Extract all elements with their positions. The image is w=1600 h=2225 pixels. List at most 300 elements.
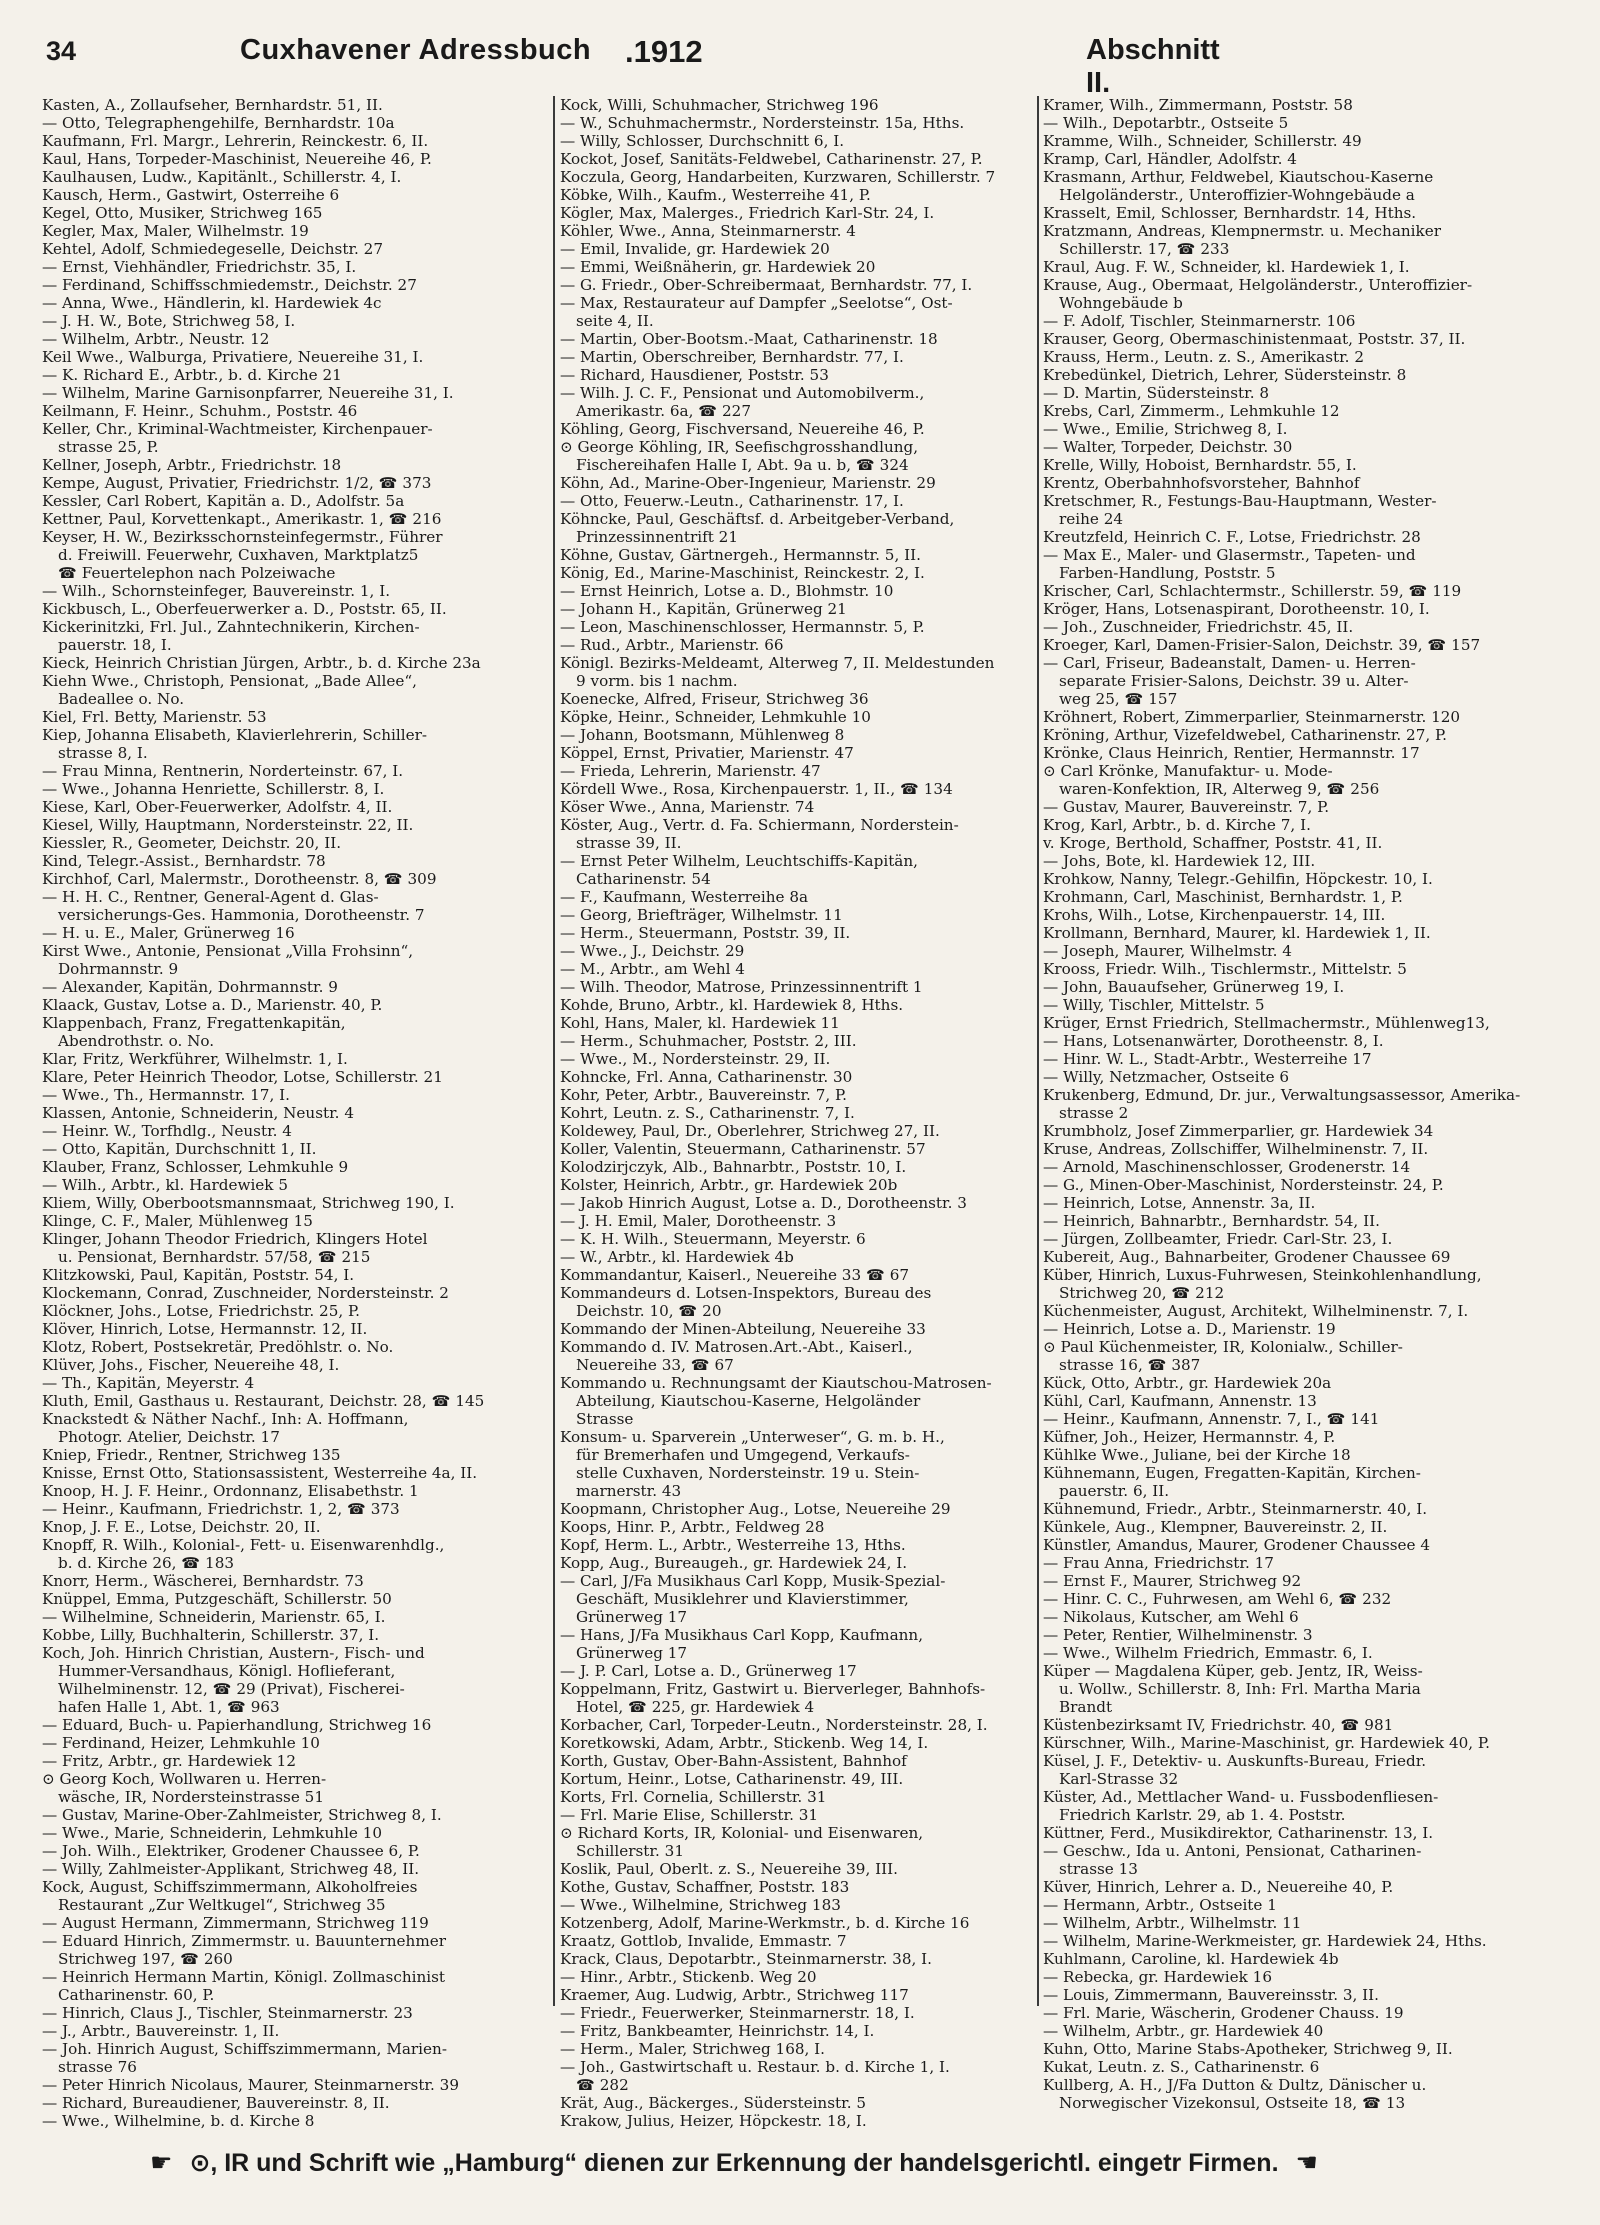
directory-entry: Klassen, Antonie, Schneiderin, Neustr. 4 (42, 1104, 354, 1122)
directory-entry: Kürschner, Wilh., Marine-Maschinist, gr. Hardewiek 40, P. (1043, 1734, 1490, 1752)
directory-entry: — Wwe., Wilhelmine, b. d. Kirche 8 (42, 2112, 315, 2130)
directory-entry: Restaurant „Zur Weltkugel“, Strichweg 35 (58, 1896, 386, 1914)
directory-entry: pauerstr. 18, I. (58, 636, 172, 654)
directory-entry: Keil Wwe., Walburga, Privatiere, Neuereihe 31, I. (42, 348, 424, 366)
directory-entry: separate Frisier-Salons, Deichstr. 39 u. Alter- (1059, 672, 1409, 690)
directory-entry: — Eduard, Buch- u. Papierhandlung, Strichweg 16 (42, 1716, 432, 1734)
directory-entry: Kliem, Willy, Oberbootsmannsmaat, Strichweg 190, I. (42, 1194, 455, 1212)
directory-entry: — Hinrich, Claus J., Tischler, Steinmarnerstr. 23 (42, 2004, 413, 2022)
directory-entry: Norwegischer Vizekonsul, Ostseite 18, ☎ 13 (1059, 2094, 1406, 2112)
directory-entry: — Johann H., Kapitän, Grünerweg 21 (560, 600, 847, 618)
directory-entry: Kröning, Arthur, Vizefeldwebel, Catharinenstr. 27, P. (1043, 726, 1448, 744)
directory-entry: — Hinr. W. L., Stadt-Arbtr., Westerreihe 17 (1043, 1050, 1372, 1068)
directory-entry: Knopff, R. Wilh., Kolonial-, Fett- u. Eisenwarenhdlg., (42, 1536, 445, 1554)
directory-entry: v. Kroge, Berthold, Schaffner, Poststr. 41, II. (1043, 834, 1383, 852)
directory-entry: Krebedünkel, Dietrich, Lehrer, Südersteinstr. 8 (1043, 366, 1407, 384)
directory-entry: — Friedr., Feuerwerker, Steinmarnerstr. 18, I. (560, 2004, 915, 2022)
directory-entry: Köhler, Wwe., Anna, Steinmarnerstr. 4 (560, 222, 856, 240)
directory-entry: Küfner, Joh., Heizer, Hermannstr. 4, P. (1043, 1428, 1336, 1446)
directory-entry: Küstenbezirksamt IV, Friedrichstr. 40, ☎ 981 (1043, 1716, 1394, 1734)
directory-entry: Klöver, Hinrich, Lotse, Hermannstr. 12, II. (42, 1320, 368, 1338)
directory-entry: — Wilh., Depotarbtr., Ostseite 5 (1043, 114, 1289, 132)
directory-entry: Prinzessinnentrift 21 (576, 528, 738, 546)
section-label: Abschnitt II. (1086, 34, 1220, 99)
directory-entry: Kettner, Paul, Korvettenkapt., Amerikastr. 1, ☎ 216 (42, 510, 442, 528)
directory-entry: Krönke, Claus Heinrich, Rentier, Hermannstr. 17 (1043, 744, 1420, 762)
directory-entry: Kördell Wwe., Rosa, Kirchenpauerstr. 1, II., ☎ 134 (560, 780, 953, 798)
directory-entry: — Heinrich, Bahnarbtr., Bernhardstr. 54, II. (1043, 1212, 1380, 1230)
directory-entry: — Rebecka, gr. Hardewiek 16 (1043, 1968, 1273, 1986)
directory-entry: — Leon, Maschinenschlosser, Hermannstr. 5, P. (560, 618, 925, 636)
directory-entry: Künkele, Aug., Klempner, Bauvereinstr. 2, II. (1043, 1518, 1388, 1536)
directory-entry: — Jakob Hinrich August, Lotse a. D., Dorotheenstr. 3 (560, 1194, 967, 1212)
directory-entry: — Walter, Torpeder, Deichstr. 30 (1043, 438, 1293, 456)
directory-entry: Kiesel, Willy, Hauptmann, Nordersteinstr. 22, II. (42, 816, 414, 834)
book-title: Cuxhavener Adressbuch (240, 34, 592, 66)
directory-column-1 (42, 96, 552, 2130)
column-divider (553, 96, 555, 2006)
directory-entry: Kiessler, R., Geometer, Deichstr. 20, II. (42, 834, 342, 852)
directory-entry: hafen Halle 1, Abt. 1, ☎ 963 (58, 1698, 280, 1716)
directory-entry: — Hans, Lotsenanwärter, Dorotheenstr. 8, I. (1043, 1032, 1384, 1050)
directory-entry: reihe 24 (1059, 510, 1124, 528)
directory-entry: Helgoländerstr., Unteroffizier-Wohngebäude a (1059, 186, 1415, 204)
directory-entry: Kotzenberg, Adolf, Marine-Werkmstr., b. d. Kirche 16 (560, 1914, 970, 1932)
directory-entry: — G. Friedr., Ober-Schreibermaat, Bernhardstr. 77, I. (560, 276, 973, 294)
directory-entry: Kruse, Andreas, Zollschiffer, Wilhelminenstr. 7, II. (1043, 1140, 1429, 1158)
directory-entry: Kolster, Heinrich, Arbtr., gr. Hardewiek 20b (560, 1176, 898, 1194)
directory-entry: Kraul, Aug. F. W., Schneider, kl. Hardewiek 1, I. (1043, 258, 1410, 276)
directory-entry: Klauber, Franz, Schlosser, Lehmkuhle 9 (42, 1158, 349, 1176)
directory-entry: Krumbholz, Josef Zimmerparlier, gr. Hardewiek 34 (1043, 1122, 1434, 1140)
directory-entry: Kommandantur, Kaiserl., Neuereihe 33 ☎ 67 (560, 1266, 910, 1284)
directory-entry: — J. H. W., Bote, Strichweg 58, I. (42, 312, 296, 330)
directory-entry: Knüppel, Emma, Putzgeschäft, Schillerstr. 50 (42, 1590, 392, 1608)
directory-entry: Köhncke, Paul, Geschäftsf. d. Arbeitgeber-Verband, (560, 510, 955, 528)
directory-entry: Kohde, Bruno, Arbtr., kl. Hardewiek 8, Hths. (560, 996, 904, 1014)
directory-entry: — Hinr., Arbtr., Stickenb. Weg 20 (560, 1968, 817, 1986)
directory-entry: Kraatz, Gottlob, Invalide, Emmastr. 7 (560, 1932, 847, 1950)
directory-entry: Kuhlmann, Caroline, kl. Hardewiek 4b (1043, 1950, 1339, 1968)
directory-entry: strasse 16, ☎ 387 (1059, 1356, 1201, 1374)
directory-entry: Karl-Strasse 32 (1059, 1770, 1179, 1788)
directory-entry: — Wilhelm, Marine Garnisonpfarrer, Neuereihe 31, I. (42, 384, 454, 402)
directory-entry: — W., Schuhmachermstr., Nordersteinstr. 15a, Hths. (560, 114, 965, 132)
directory-entry: Krauss, Herm., Leutn. z. S., Amerikastr. 2 (1043, 348, 1364, 366)
directory-entry: — Carl, Friseur, Badeanstalt, Damen- u. Herren- (1043, 654, 1416, 672)
directory-entry: Farben-Handlung, Poststr. 5 (1059, 564, 1276, 582)
directory-entry: — Wwe., J., Deichstr. 29 (560, 942, 745, 960)
directory-entry: Koczula, Georg, Handarbeiten, Kurzwaren, Schillerstr. 7 (560, 168, 996, 186)
directory-entry: — J. H. Emil, Maler, Dorotheenstr. 3 (560, 1212, 837, 1230)
directory-entry: Krasmann, Arthur, Feldwebel, Kiautschou-Kaserne (1043, 168, 1434, 186)
directory-entry: — G., Minen-Ober-Maschinist, Nordersteinstr. 24, P. (1043, 1176, 1444, 1194)
directory-entry: Kasten, A., Zollaufseher, Bernhardstr. 51, II. (42, 96, 383, 114)
directory-entry: Kratzmann, Andreas, Klempnermstr. u. Mechaniker (1043, 222, 1441, 240)
directory-column-3 (1043, 96, 1583, 2112)
directory-entry: Krauser, Georg, Obermaschinistenmaat, Poststr. 37, II. (1043, 330, 1466, 348)
directory-entry: — John, Bauaufseher, Grünerweg 19, I. (1043, 978, 1345, 996)
directory-entry: Koldewey, Paul, Dr., Oberlehrer, Strichweg 27, II. (560, 1122, 940, 1140)
directory-entry: Krebs, Carl, Zimmerm., Lehmkuhle 12 (1043, 402, 1340, 420)
directory-entry: Kück, Otto, Arbtr., gr. Hardewiek 20a (1043, 1374, 1332, 1392)
directory-entry: Kuhn, Otto, Marine Stabs-Apotheker, Strichweg 9, II. (1043, 2040, 1453, 2058)
directory-entry: Krohkow, Nanny, Telegr.-Gehilfin, Höpckestr. 10, I. (1043, 870, 1433, 888)
directory-entry: ⊙ Carl Krönke, Manufaktur- u. Mode- (1043, 762, 1333, 780)
directory-entry: — Anna, Wwe., Händlerin, kl. Hardewiek 4c (42, 294, 382, 312)
directory-entry: Hotel, ☎ 225, gr. Hardewiek 4 (576, 1698, 815, 1716)
directory-entry: — Wilh., Schornsteinfeger, Bauvereinstr. 1, I. (42, 582, 391, 600)
directory-entry: Strichweg 197, ☎ 260 (58, 1950, 233, 1968)
directory-entry: Kohl, Hans, Maler, kl. Hardewiek 11 (560, 1014, 840, 1032)
directory-entry: Köppel, Ernst, Privatier, Marienstr. 47 (560, 744, 854, 762)
directory-entry: — Otto, Telegraphengehilfe, Bernhardstr. 10a (42, 114, 395, 132)
directory-entry: versicherungs-Ges. Hammonia, Dorotheenstr. 7 (58, 906, 425, 924)
directory-entry: Kessler, Carl Robert, Kapitän a. D., Adolfstr. 5a (42, 492, 405, 510)
directory-entry: Kock, August, Schiffszimmermann, Alkoholfreies (42, 1878, 418, 1896)
directory-entry: strasse 76 (58, 2058, 137, 2076)
directory-entry: Kellner, Joseph, Arbtr., Friedrichstr. 18 (42, 456, 342, 474)
directory-entry: Küber, Hinrich, Luxus-Fuhrwesen, Steinkohlenhandlung, (1043, 1266, 1482, 1284)
directory-entry: Knisse, Ernst Otto, Stationsassistent, Westerreihe 4a, II. (42, 1464, 478, 1482)
directory-entry: Klüver, Johs., Fischer, Neuereihe 48, I. (42, 1356, 340, 1374)
directory-entry: Krukenberg, Edmund, Dr. jur., Verwaltungsassessor, Amerika- (1043, 1086, 1521, 1104)
directory-entry: — Frl. Marie Elise, Schillerstr. 31 (560, 1806, 819, 1824)
directory-entry: — Wwe., M., Nordersteinstr. 29, II. (560, 1050, 831, 1068)
directory-entry: — Hinr. C. C., Fuhrwesen, am Wehl 6, ☎ 232 (1043, 1590, 1392, 1608)
directory-entry: Kommando der Minen-Abteilung, Neuereihe 33 (560, 1320, 926, 1338)
directory-entry: Köhling, Georg, Fischversand, Neuereihe 46, P. (560, 420, 925, 438)
directory-entry: — Heinrich, Lotse a. D., Marienstr. 19 (1043, 1320, 1336, 1338)
directory-entry: Kohrt, Leutn. z. S., Catharinenstr. 7, I. (560, 1104, 855, 1122)
directory-entry: — Frau Anna, Friedrichstr. 17 (1043, 1554, 1274, 1572)
directory-entry: für Bremerhafen und Umgegend, Verkaufs- (576, 1446, 910, 1464)
directory-entry: Krooss, Friedr. Wilh., Tischlermstr., Mittelstr. 5 (1043, 960, 1407, 978)
directory-entry: Kommando u. Rechnungsamt der Kiautschou-Matrosen- (560, 1374, 992, 1392)
directory-entry: — Herm., Maler, Strichweg 168, I. (560, 2040, 826, 2058)
directory-entry: Kukat, Leutn. z. S., Catharinenstr. 6 (1043, 2058, 1320, 2076)
directory-entry: Kirchhof, Carl, Malermstr., Dorotheenstr. 8, ☎ 309 (42, 870, 437, 888)
directory-entry: — Nikolaus, Kutscher, am Wehl 6 (1043, 1608, 1299, 1626)
directory-entry: Klotz, Robert, Postsekretär, Predöhlstr. o. No. (42, 1338, 394, 1356)
directory-entry: Dohrmannstr. 9 (58, 960, 179, 978)
directory-entry: Korth, Gustav, Ober-Bahn-Assistent, Bahnhof (560, 1752, 907, 1770)
directory-entry: — Louis, Zimmermann, Bauvereinsstr. 3, II. (1043, 1986, 1379, 2004)
directory-entry: — Willy, Schlosser, Durchschnitt 6, I. (560, 132, 845, 150)
directory-entry: — Heinr., Kaufmann, Friedrichstr. 1, 2, ☎ 373 (42, 1500, 400, 1518)
directory-entry: Abendrothstr. o. No. (58, 1032, 215, 1050)
directory-entry: ⊙ Richard Korts, IR, Kolonial- und Eisenwaren, (560, 1824, 924, 1842)
directory-entry: Kommando d. IV. Matrosen.Art.-Abt., Kaiserl., (560, 1338, 913, 1356)
directory-entry: — Frau Minna, Rentnerin, Norderteinstr. 67, I. (42, 762, 404, 780)
directory-entry: Koopmann, Christopher Aug., Lotse, Neuereihe 29 (560, 1500, 951, 1518)
directory-entry: — Frieda, Lehrerin, Marienstr. 47 (560, 762, 821, 780)
directory-entry: — Herm., Schuhmacher, Poststr. 2, III. (560, 1032, 857, 1050)
directory-entry: Köser Wwe., Anna, Marienstr. 74 (560, 798, 815, 816)
directory-entry: Kohr, Peter, Arbtr., Bauvereinstr. 7, P. (560, 1086, 847, 1104)
directory-entry: — Peter, Rentier, Wilhelminenstr. 3 (1043, 1626, 1313, 1644)
directory-entry: Kegler, Max, Maler, Wilhelmstr. 19 (42, 222, 309, 240)
directory-entry: ☎ Feuertelephon nach Polzeiwache (58, 564, 336, 582)
directory-entry: Köbke, Wilh., Kaufm., Westerreihe 41, P. (560, 186, 871, 204)
directory-entry: — Martin, Oberschreiber, Bernhardstr. 77, I. (560, 348, 904, 366)
directory-entry: — Joh., Zuschneider, Friedrichstr. 45, II. (1043, 618, 1354, 636)
directory-entry: — Geschw., Ida u. Antoni, Pensionat, Catharinen- (1043, 1842, 1422, 1860)
directory-entry: 9 vorm. bis 1 nachm. (576, 672, 738, 690)
directory-entry: Kiese, Karl, Ober-Feuerwerker, Adolfstr. 4, II. (42, 798, 393, 816)
directory-entry: Krohmann, Carl, Maschinist, Bernhardstr. 1, P. (1043, 888, 1403, 906)
directory-entry: Kretschmer, R., Festungs-Bau-Hauptmann, Wester- (1043, 492, 1437, 510)
directory-entry: Kröhnert, Robert, Zimmerparlier, Steinmarnerstr. 120 (1043, 708, 1461, 726)
directory-entry: Koch, Joh. Hinrich Christian, Austern-, Fisch- und (42, 1644, 425, 1662)
directory-entry: Kiep, Johanna Elisabeth, Klavierlehrerin, Schiller- (42, 726, 427, 744)
directory-entry: Kramme, Wilh., Schneider, Schillerstr. 49 (1043, 132, 1362, 150)
directory-entry: — Ernst, Viehhändler, Friedrichstr. 35, I. (42, 258, 357, 276)
directory-entry: Kickbusch, L., Oberfeuerwerker a. D., Poststr. 65, II. (42, 600, 447, 618)
directory-entry: Küster, Ad., Mettlacher Wand- u. Fussbodenfliesen- (1043, 1788, 1439, 1806)
directory-entry: Kickerinitzki, Frl. Jul., Zahntechnikerin, Kirchen- (42, 618, 420, 636)
directory-entry: Krüger, Ernst Friedrich, Stellmachermstr., Mühlenweg13, (1043, 1014, 1490, 1032)
directory-entry: — Rud., Arbtr., Marienstr. 66 (560, 636, 784, 654)
directory-entry: Kolodzirjczyk, Alb., Bahnarbtr., Poststr. 10, I. (560, 1158, 907, 1176)
page-header (40, 28, 1240, 99)
directory-entry: — Wwe., Wilhelmine, Strichweg 183 (560, 1896, 841, 1914)
directory-entry: Köpke, Heinr., Schneider, Lehmkuhle 10 (560, 708, 871, 726)
directory-entry: Strasse (576, 1410, 634, 1428)
directory-entry: — M., Arbtr., am Wehl 4 (560, 960, 745, 978)
year: .1912 (625, 34, 703, 69)
directory-entry: Abteilung, Kiautschou-Kaserne, Helgoländer (576, 1392, 921, 1410)
directory-entry: Keilmann, F. Heinr., Schuhm., Poststr. 46 (42, 402, 358, 420)
directory-entry: — Wilhelm, Marine-Werkmeister, gr. Hardewiek 24, Hths. (1043, 1932, 1487, 1950)
directory-entry: — F., Kaufmann, Westerreihe 8a (560, 888, 809, 906)
directory-entry: Krentz, Oberbahnhofsvorsteher, Bahnhof (1043, 474, 1360, 492)
directory-entry: — W., Arbtr., kl. Hardewiek 4b (560, 1248, 794, 1266)
directory-entry: — Jürgen, Zollbeamter, Friedr. Carl-Str. 23, I. (1043, 1230, 1393, 1248)
directory-entry: Kramer, Wilh., Zimmermann, Poststr. 58 (1043, 96, 1353, 114)
directory-entry: — Heinr. W., Torfhdlg., Neustr. 4 (42, 1122, 292, 1140)
directory-entry: Kühl, Carl, Kaufmann, Annenstr. 13 (1043, 1392, 1317, 1410)
directory-entry: d. Freiwill. Feuerwehr, Cuxhaven, Marktplatz5 (58, 546, 419, 564)
directory-entry: — Arnold, Maschinenschlosser, Grodenerstr. 14 (1043, 1158, 1411, 1176)
directory-entry: Klinge, C. F., Maler, Mühlenweg 15 (42, 1212, 313, 1230)
directory-entry: Klöckner, Johs., Lotse, Friedrichstr. 25, P. (42, 1302, 360, 1320)
directory-entry: Schillerstr. 17, ☎ 233 (1059, 240, 1230, 258)
directory-entry: Konsum- u. Sparverein „Unterweser“, G. m. b. H., (560, 1428, 945, 1446)
footer-note (140, 2148, 1540, 2188)
directory-entry: — Gustav, Maurer, Bauvereinstr. 7, P. (1043, 798, 1330, 816)
directory-entry: — Wwe., Johanna Henriette, Schillerstr. 8, I. (42, 780, 385, 798)
directory-entry: ⊙ George Köhling, IR, Seefischgrosshandlung, (560, 438, 919, 456)
directory-entry: ⊙ Paul Küchenmeister, IR, Kolonialw., Schiller- (1043, 1338, 1403, 1356)
directory-entry: Geschäft, Musiklehrer und Klavierstimmer, (576, 1590, 909, 1608)
directory-entry: Kegel, Otto, Musiker, Strichweg 165 (42, 204, 323, 222)
directory-entry: Koops, Hinr. P., Arbtr., Feldweg 28 (560, 1518, 825, 1536)
directory-entry: Fischereihafen Halle I, Abt. 9a u. b, ☎ 324 (576, 456, 909, 474)
directory-entry: Wilhelminenstr. 12, ☎ 29 (Privat), Fischerei- (58, 1680, 405, 1698)
directory-entry: Wohngebäude b (1059, 294, 1183, 312)
directory-entry: Kothe, Gustav, Schaffner, Poststr. 183 (560, 1878, 850, 1896)
directory-entry: Knackstedt & Näther Nachf., Inh: A. Hoffmann, (42, 1410, 409, 1428)
directory-entry: — H. u. E., Maler, Grünerweg 16 (42, 924, 295, 942)
directory-entry: — Emil, Invalide, gr. Hardewiek 20 (560, 240, 830, 258)
directory-column-2 (560, 96, 1070, 2130)
page-number: 34 (46, 36, 77, 66)
directory-entry: Klar, Fritz, Werkführer, Wilhelmstr. 1, I. (42, 1050, 348, 1068)
directory-entry: — Richard, Bureaudiener, Bauvereinstr. 8, II. (42, 2094, 390, 2112)
directory-entry: — Ernst Heinrich, Lotse a. D., Blohmstr. 10 (560, 582, 894, 600)
directory-entry: — Joh., Gastwirtschaft u. Restaur. b. d. Kirche 1, I. (560, 2058, 950, 2076)
directory-entry: Amerikastr. 6a, ☎ 227 (576, 402, 751, 420)
directory-entry: — Ernst F., Maurer, Strichweg 92 (1043, 1572, 1302, 1590)
directory-entry: Krohs, Wilh., Lotse, Kirchenpauerstr. 14, III. (1043, 906, 1386, 924)
directory-entry: — Wilh. Theodor, Matrose, Prinzessinnentrift 1 (560, 978, 923, 996)
directory-entry: — F. Adolf, Tischler, Steinmarnerstr. 106 (1043, 312, 1356, 330)
directory-entry: Künstler, Amandus, Maurer, Grodener Chaussee 4 (1043, 1536, 1430, 1554)
directory-entry: Korts, Frl. Cornelia, Schillerstr. 31 (560, 1788, 827, 1806)
directory-entry: Krog, Karl, Arbtr., b. d. Kirche 7, I. (1043, 816, 1311, 834)
directory-entry: — Max, Restaurateur auf Dampfer „Seelotse“, Ost- (560, 294, 953, 312)
directory-entry: Grünerweg 17 (576, 1608, 688, 1626)
directory-entry: — Johs, Bote, kl. Hardewiek 12, III. (1043, 852, 1316, 870)
directory-entry: Kaulhausen, Ludw., Kapitänlt., Schillerstr. 4, I. (42, 168, 402, 186)
directory-entry: Brandt (1059, 1698, 1113, 1716)
directory-entry: Kock, Willi, Schuhmacher, Strichweg 196 (560, 96, 879, 114)
directory-entry: — Willy, Netzmacher, Ostseite 6 (1043, 1068, 1290, 1086)
directory-entry: Kubereit, Aug., Bahnarbeiter, Grodener Chaussee 69 (1043, 1248, 1451, 1266)
directory-entry: Kluth, Emil, Gasthaus u. Restaurant, Deichstr. 28, ☎ 145 (42, 1392, 485, 1410)
directory-entry: — Carl, J/Fa Musikhaus Carl Kopp, Musik-Spezial- (560, 1572, 946, 1590)
directory-entry: Krollmann, Bernhard, Maurer, kl. Hardewiek 1, II. (1043, 924, 1431, 942)
column-divider (1037, 96, 1039, 2006)
directory-entry: Kullberg, A. H., J/Fa Dutton & Dultz, Dänischer u. (1043, 2076, 1427, 2094)
directory-entry: Catharinenstr. 60, P. (58, 1986, 215, 2004)
directory-entry: weg 25, ☎ 157 (1059, 690, 1178, 708)
directory-entry: — Wwe., Marie, Schneiderin, Lehmkuhle 10 (42, 1824, 383, 1842)
directory-entry: — Otto, Kapitän, Durchschnitt 1, II. (42, 1140, 317, 1158)
directory-entry: Photogr. Atelier, Deichstr. 17 (58, 1428, 280, 1446)
directory-entry: Küper — Magdalena Küper, geb. Jentz, IR, Weiss- (1043, 1662, 1423, 1680)
directory-entry: strasse 8, I. (58, 744, 148, 762)
directory-entry: — Wwe., Emilie, Strichweg 8, I. (1043, 420, 1288, 438)
directory-entry: Köhne, Gustav, Gärtnergeh., Hermannstr. 5, II. (560, 546, 921, 564)
directory-entry: Kempe, August, Privatier, Friedrichstr. 1/2, ☎ 373 (42, 474, 432, 492)
directory-entry: Kröger, Hans, Lotsenaspirant, Dorotheenstr. 10, I. (1043, 600, 1430, 618)
directory-entry: — Richard, Hausdiener, Poststr. 53 (560, 366, 829, 384)
directory-entry: — Gustav, Marine-Ober-Zahlmeister, Strichweg 8, I. (42, 1806, 442, 1824)
directory-entry: Koslik, Paul, Oberlt. z. S., Neuereihe 39, III. (560, 1860, 898, 1878)
directory-entry: Kögler, Max, Malerges., Friedrich Karl-Str. 24, I. (560, 204, 935, 222)
directory-entry: Koenecke, Alfred, Friseur, Strichweg 36 (560, 690, 869, 708)
directory-entry: — Otto, Feuerw.-Leutn., Catharinenstr. 17, I. (560, 492, 904, 510)
directory-entry: — Alexander, Kapitän, Dohrmannstr. 9 (42, 978, 338, 996)
directory-entry: Schillerstr. 31 (576, 1842, 684, 1860)
directory-entry: Kroeger, Karl, Damen-Frisier-Salon, Deichstr. 39, ☎ 157 (1043, 636, 1481, 654)
directory-entry: — Johann, Bootsmann, Mühlenweg 8 (560, 726, 845, 744)
directory-entry: Krasselt, Emil, Schlosser, Bernhardstr. 14, Hths. (1043, 204, 1417, 222)
directory-entry: — Joh. Hinrich August, Schiffszimmermann, Marien- (42, 2040, 447, 2058)
directory-entry: — D. Martin, Südersteinstr. 8 (1043, 384, 1270, 402)
directory-entry: Knop, J. F. E., Lotse, Deichstr. 20, II. (42, 1518, 321, 1536)
directory-entry: ⊙ Georg Koch, Wollwaren u. Herren- (42, 1770, 327, 1788)
directory-entry: Kopf, Herm. L., Arbtr., Westerreihe 13, Hths. (560, 1536, 906, 1554)
directory-entry: Kreutzfeld, Heinrich C. F., Lotse, Friedrichstr. 28 (1043, 528, 1421, 546)
directory-entry: Krakow, Julius, Heizer, Höpckestr. 18, I. (560, 2112, 867, 2130)
directory-entry: Klockemann, Conrad, Zuschneider, Nordersteinstr. 2 (42, 1284, 449, 1302)
directory-entry: — H. H. C., Rentner, General-Agent d. Glas- (42, 888, 379, 906)
directory-entry: — K. H. Wilh., Steuermann, Meyerstr. 6 (560, 1230, 866, 1248)
directory-entry: Kieck, Heinrich Christian Jürgen, Arbtr., b. d. Kirche 23a (42, 654, 481, 672)
directory-entry: Klitzkowski, Paul, Kapitän, Poststr. 54, I. (42, 1266, 355, 1284)
directory-entry: Königl. Bezirks-Meldeamt, Alterweg 7, II. Meldestunden (560, 654, 995, 672)
directory-entry: Klaack, Gustav, Lotse a. D., Marienstr. 40, P. (42, 996, 383, 1014)
directory-entry: — Joh. Wilh., Elektriker, Grodener Chaussee 6, P. (42, 1842, 420, 1860)
directory-entry: Klare, Peter Heinrich Theodor, Lotse, Schillerstr. 21 (42, 1068, 443, 1086)
directory-entry: — Martin, Ober-Bootsm.-Maat, Catharinenstr. 18 (560, 330, 938, 348)
directory-entry: — Wilh., Arbtr., kl. Hardewiek 5 (42, 1176, 288, 1194)
directory-entry: Knoop, H. J. F. Heinr., Ordonnanz, Elisabethstr. 1 (42, 1482, 419, 1500)
directory-entry: Krause, Aug., Obermaat, Helgoländerstr., Unteroffizier- (1043, 276, 1473, 294)
directory-entry: Knorr, Herm., Wäscherei, Bernhardstr. 73 (42, 1572, 364, 1590)
directory-entry: — Heinrich, Lotse, Annenstr. 3a, II. (1043, 1194, 1316, 1212)
directory-entry: Kühnemund, Friedr., Arbtr., Steinmarnerstr. 40, I. (1043, 1500, 1428, 1518)
directory-entry: Kehtel, Adolf, Schmiedegeselle, Deichstr. 27 (42, 240, 384, 258)
directory-entry: — Wwe., Wilhelm Friedrich, Emmastr. 6, I. (1043, 1644, 1373, 1662)
directory-entry: Strichweg 20, ☎ 212 (1059, 1284, 1225, 1302)
directory-entry: Küsel, J. F., Detektiv- u. Auskunfts-Bureau, Friedr. (1043, 1752, 1427, 1770)
directory-entry: König, Ed., Marine-Maschinist, Reinckestr. 2, I. (560, 564, 925, 582)
directory-entry: Kaul, Hans, Torpeder-Maschinist, Neuereihe 46, P. (42, 150, 432, 168)
directory-entry: — Hans, J/Fa Musikhaus Carl Kopp, Kaufmann, (560, 1626, 924, 1644)
pointing-hand-right-icon: ☛ (150, 2149, 173, 2177)
directory-entry: Klinger, Johann Theodor Friedrich, Klingers Hotel (42, 1230, 428, 1248)
directory-entry: Krack, Claus, Depotarbtr., Steinmarnerstr. 38, I. (560, 1950, 932, 1968)
directory-entry: Klappenbach, Franz, Fregattenkapitän, (42, 1014, 346, 1032)
footer-text: ⊙, IR und Schrift wie „Hamburg“ dienen zur Erkennung der handelsgerichtl. eingetr Firmen. (189, 2149, 1279, 2177)
directory-entry: — K. Richard E., Arbtr., b. d. Kirche 21 (42, 366, 342, 384)
directory-entry: — Max E., Maler- und Glasermstr., Tapeten- und (1043, 546, 1416, 564)
directory-entry: — J., Arbtr., Bauvereinstr. 1, II. (42, 2022, 280, 2040)
directory-entry: Küchenmeister, August, Architekt, Wilhelminenstr. 7, I. (1043, 1302, 1469, 1320)
directory-entry: — Th., Kapitän, Meyerstr. 4 (42, 1374, 255, 1392)
directory-entry: — August Hermann, Zimmermann, Strichweg 119 (42, 1914, 429, 1932)
pointing-hand-left-icon: ☚ (1295, 2149, 1318, 2177)
directory-entry: ☎ 282 (576, 2076, 629, 2094)
directory-entry: Kniep, Friedr., Rentner, Strichweg 135 (42, 1446, 341, 1464)
directory-entry: Kramp, Carl, Händler, Adolfstr. 4 (1043, 150, 1297, 168)
directory-entry: — Wilhelmine, Schneiderin, Marienstr. 65, I. (42, 1608, 386, 1626)
directory-entry: stelle Cuxhaven, Nordersteinstr. 19 u. Stein- (576, 1464, 920, 1482)
directory-entry: strasse 2 (1059, 1104, 1129, 1122)
directory-entry: Krischer, Carl, Schlachtermstr., Schillerstr. 59, ☎ 119 (1043, 582, 1462, 600)
directory-entry: Kind, Telegr.-Assist., Bernhardstr. 78 (42, 852, 326, 870)
directory-entry: Korbacher, Carl, Torpeder-Leutn., Nordersteinstr. 28, I. (560, 1716, 988, 1734)
directory-entry: Krelle, Willy, Hoboist, Bernhardstr. 55, I. (1043, 456, 1357, 474)
directory-entry: Keyser, H. W., Bezirksschornsteinfegermstr., Führer (42, 528, 443, 546)
directory-entry: — Ferdinand, Heizer, Lehmkuhle 10 (42, 1734, 320, 1752)
directory-entry: u. Pensionat, Bernhardstr. 57/58, ☎ 215 (58, 1248, 371, 1266)
directory-entry: b. d. Kirche 26, ☎ 183 (58, 1554, 235, 1572)
directory-entry: u. Wollw., Schillerstr. 8, Inh: Frl. Martha Maria (1059, 1680, 1421, 1698)
directory-entry: Kaufmann, Frl. Margr., Lehrerin, Reinckestr. 6, II. (42, 132, 429, 150)
directory-entry: — J. P. Carl, Lotse a. D., Grünerweg 17 (560, 1662, 857, 1680)
directory-entry: Kraemer, Aug. Ludwig, Arbtr., Strichweg 117 (560, 1986, 909, 2004)
directory-entry: seite 4, II. (576, 312, 654, 330)
directory-entry: — Ferdinand, Schiffsschmiedemstr., Deichstr. 27 (42, 276, 417, 294)
directory-entry: Kausch, Herm., Gastwirt, Osterreihe 6 (42, 186, 340, 204)
directory-entry: — Ernst Peter Wilhelm, Leuchtschiffs-Kapitän, (560, 852, 918, 870)
directory-entry: Grünerweg 17 (576, 1644, 688, 1662)
